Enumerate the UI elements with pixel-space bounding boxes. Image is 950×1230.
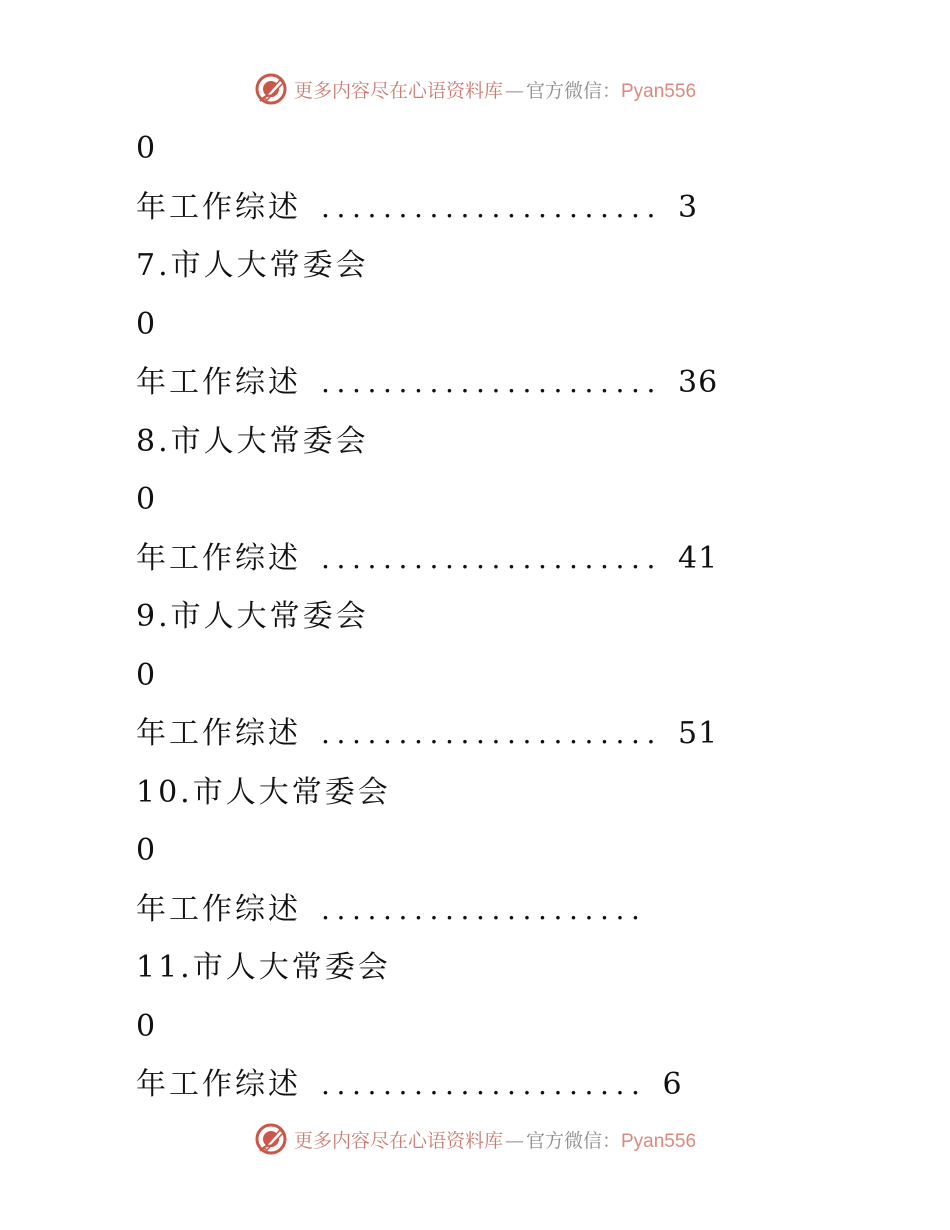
toc-text-line: 0 — [136, 482, 159, 517]
toc-entry-title: 年工作综述 — [136, 891, 301, 927]
toc-entry — [136, 1056, 816, 1115]
toc-entry — [136, 179, 816, 238]
toc-text-line: 10.市人大常委会 — [136, 774, 391, 810]
toc-page-number: 41 — [678, 540, 719, 576]
toc-entry-title: 年工作综述 — [136, 365, 301, 400]
toc-text-line: 9.市人大常委会 — [136, 599, 369, 634]
toc-text-line: 0 — [136, 657, 159, 693]
watermark-label: 官方微信： — [525, 79, 621, 102]
toc-page-number: 3 — [678, 189, 699, 225]
toc-text-line: 0 — [136, 131, 159, 166]
toc-page-number: 6 — [662, 1067, 683, 1102]
toc-entry-title: 年工作综述 — [136, 1067, 301, 1102]
watermark-text — [294, 76, 696, 103]
toc-entry-title: 年工作综述 — [136, 716, 301, 751]
watermark-brand: 更多内容尽在心语资料库 — [293, 1129, 503, 1152]
toc-entry — [136, 705, 816, 764]
toc-page-number: 36 — [678, 365, 719, 400]
header-watermark — [0, 72, 950, 106]
table-of-contents — [136, 120, 816, 1115]
toc-leader-dots: ..................... — [321, 892, 647, 926]
footer-watermark — [0, 1122, 950, 1156]
toc-text-line: 0 — [136, 833, 159, 868]
watermark-brand: 更多内容尽在心语资料库 — [293, 79, 503, 102]
toc-text-line: 0 — [136, 306, 159, 342]
toc-leader-dots: ..................... — [321, 1068, 647, 1101]
toc-text-line: 8.市人大常委会 — [136, 423, 369, 459]
watermark-dash: — — [504, 79, 524, 102]
toc-entry-title: 年工作综述 — [136, 540, 301, 576]
toc-leader-dots: ...................... — [321, 366, 663, 399]
toc-entry — [136, 881, 816, 940]
toc-leader-dots: ...................... — [321, 717, 663, 750]
pen-logo-icon — [254, 72, 288, 106]
watermark-id: Pyan556 — [621, 80, 697, 102]
toc-leader-dots: ...................... — [321, 190, 663, 224]
toc-text-line: 11.市人大常委会 — [136, 950, 391, 985]
toc-leader-dots: ...................... — [321, 541, 663, 575]
toc-text-line: 7.市人大常委会 — [136, 248, 369, 283]
toc-entry — [136, 354, 816, 413]
pen-logo-icon — [254, 1122, 288, 1156]
toc-page-number: 51 — [678, 716, 719, 751]
watermark-label: 官方微信： — [525, 1129, 621, 1152]
toc-text-line: 0 — [136, 1008, 159, 1044]
watermark-text — [294, 1126, 696, 1153]
watermark-dash: — — [504, 1129, 524, 1152]
toc-entry-title: 年工作综述 — [136, 189, 301, 225]
toc-entry — [136, 530, 816, 589]
watermark-id: Pyan556 — [621, 1130, 697, 1152]
